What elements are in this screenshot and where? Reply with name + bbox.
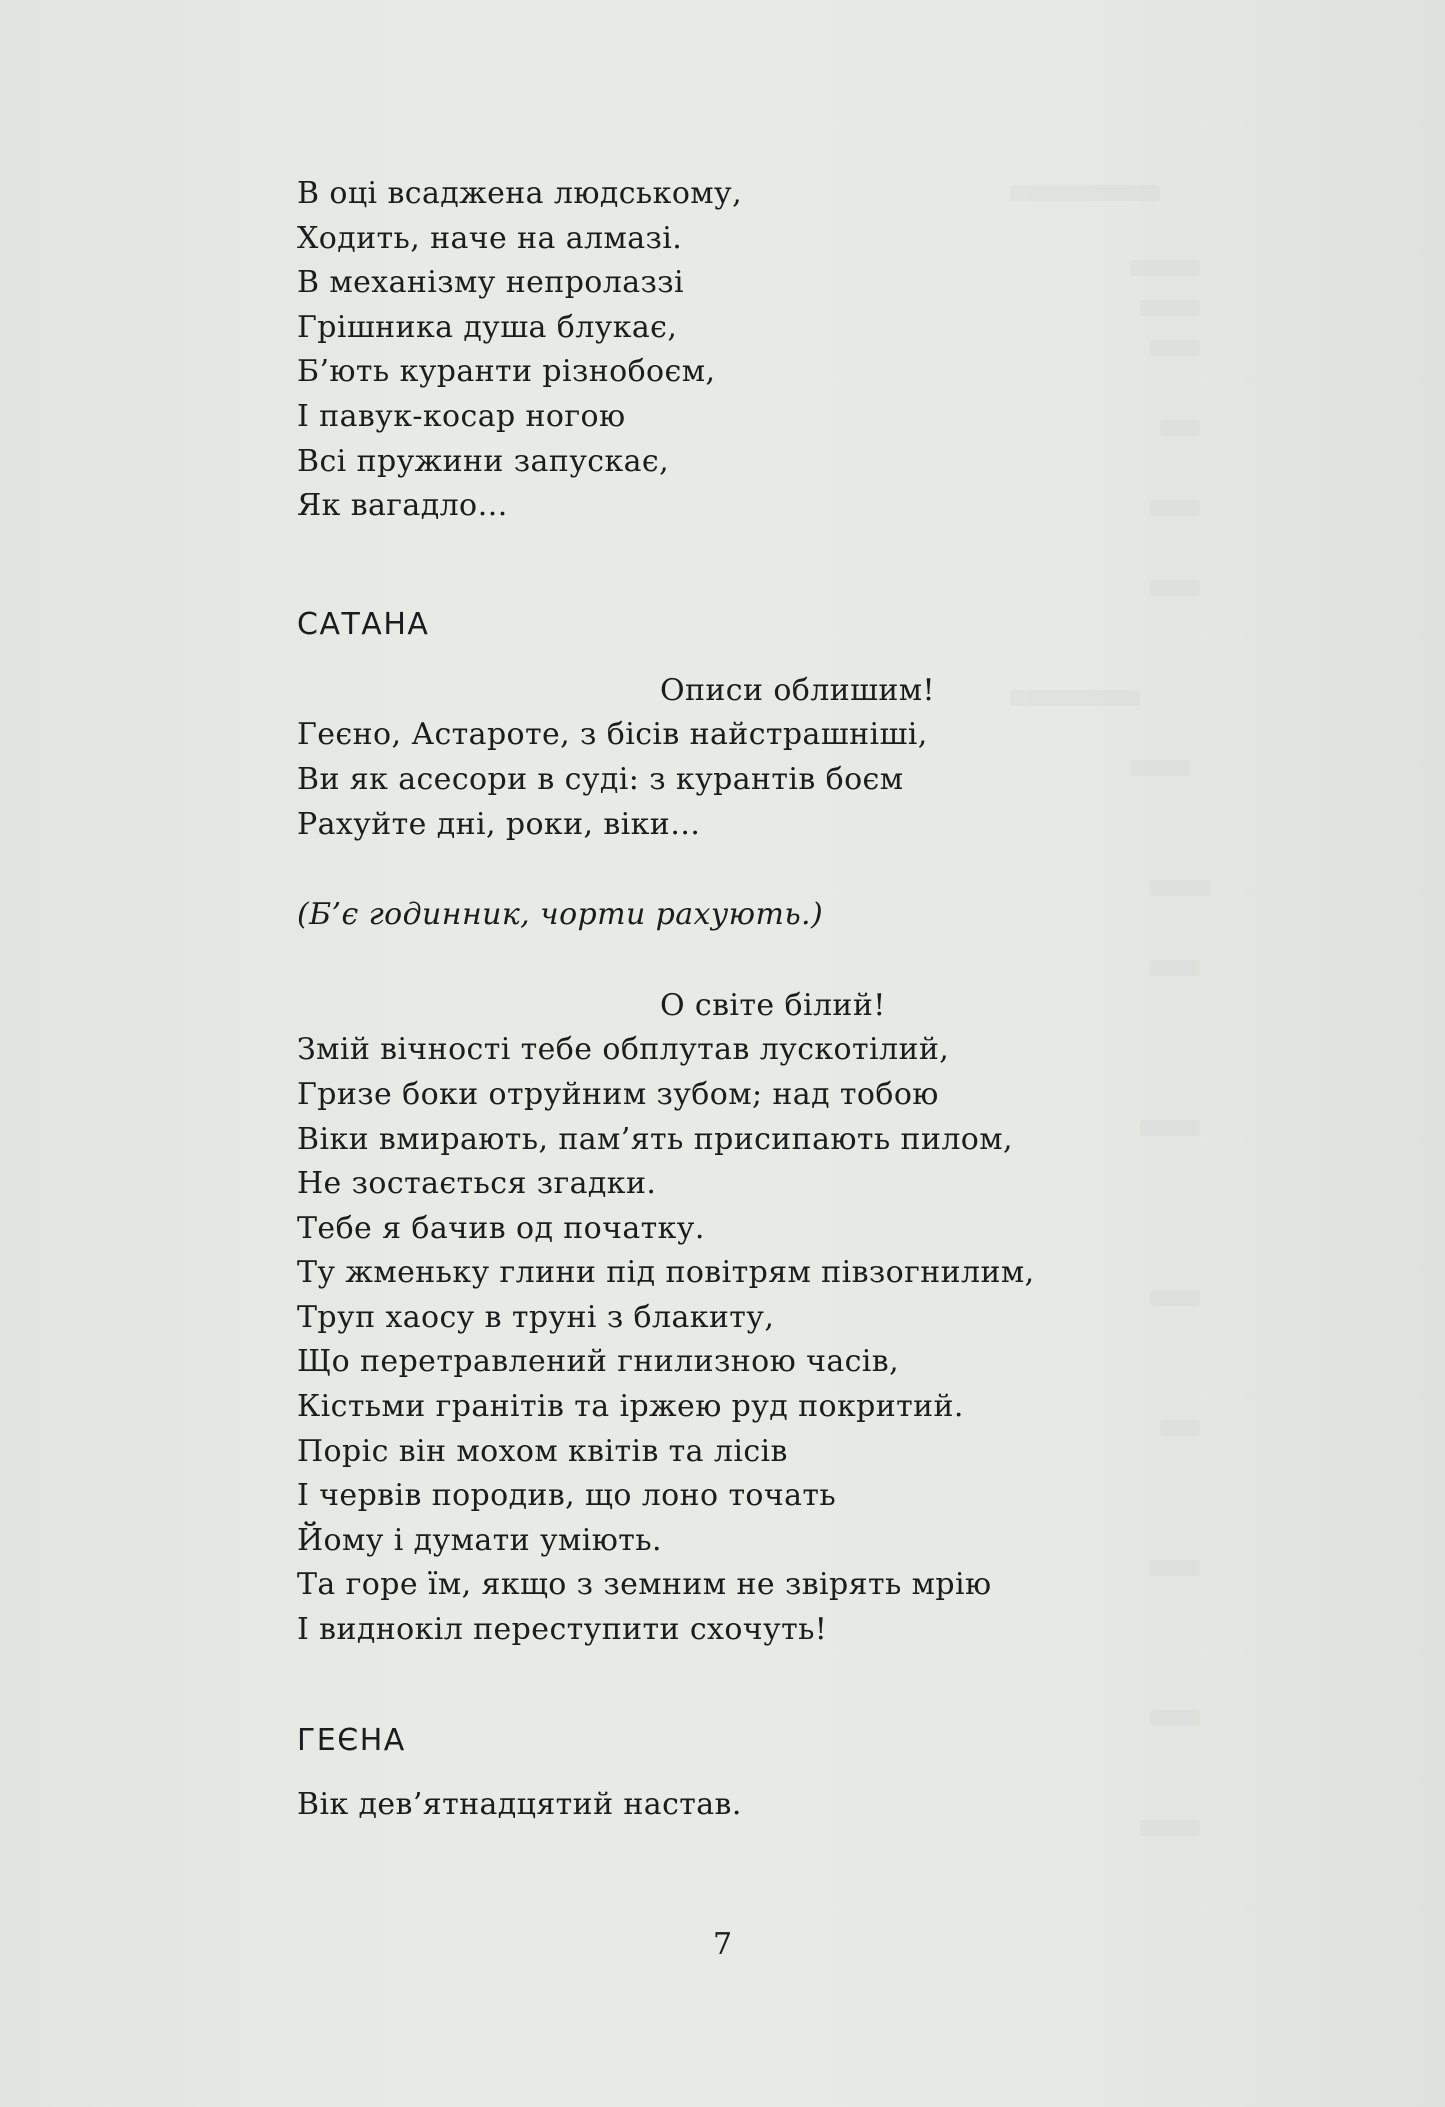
verse-line: Грішника душа блукає,: [297, 309, 678, 345]
speaker-name: ГЕЄНА: [297, 1722, 406, 1758]
verse-line: І виднокіл переступити схочуть!: [297, 1612, 828, 1648]
speaker-name: САТАНА: [297, 606, 430, 642]
verse-line: Та горе їм, якщо з земним не звірять мрію: [297, 1567, 992, 1603]
verse-line: Труп хаосу в труні з блакиту,: [297, 1299, 775, 1335]
verse-line: І червів породив, що лоно точать: [297, 1478, 837, 1514]
verse-line: Ходить, наче на алмазі.: [297, 220, 683, 256]
stanza-1: [297, 172, 1197, 529]
verse-line: Описи облишим!: [660, 672, 935, 708]
verse-line: Як вагадло…: [297, 488, 508, 524]
verse-line: Всі пружини запускає,: [297, 443, 670, 479]
verse-line: Ви як асесори в суді: з курантів боєм: [297, 761, 904, 797]
verse-line: Б’ють куранти різнобоєм,: [297, 354, 716, 390]
stage-direction: (Б’є годинник, чорти рахують.): [297, 897, 824, 933]
verse-line: В оці всаджена людському,: [297, 176, 742, 211]
poem-text: [297, 172, 1197, 1827]
verse-line: Йому і думати уміють.: [297, 1522, 662, 1558]
verse-line: О світе білий!: [660, 987, 886, 1023]
verse-line: Кістьми гранітів та іржею руд покритий.: [297, 1389, 964, 1425]
page-number: 7: [712, 1927, 733, 1962]
verse-line: Гризе боки отруйним зубом; над тобою: [297, 1076, 939, 1112]
verse-line: Вік дев’ятнадцятий настав.: [297, 1786, 742, 1822]
verse-line: Тебе я бачив од початку.: [297, 1210, 705, 1246]
verse-line: Поріс він мохом квітів та лісів: [297, 1433, 788, 1469]
verse-line: Ту жменьку глини під повітрям півзогнилим,: [297, 1255, 1035, 1291]
verse-line: Віки вмирають, пам’ять присипають пилом,: [297, 1121, 1013, 1157]
verse-line: Змій вічності тебе обплутав лускотілий,: [297, 1032, 950, 1068]
verse-line: В механізму непролаззі: [297, 265, 685, 301]
verse-line: Геєно, Астароте, з бісів найстрашніші,: [297, 717, 928, 753]
verse-line: І павук-косар ногою: [297, 398, 626, 434]
verse-line: Не зостається згадки.: [297, 1166, 657, 1202]
verse-line: Що перетравлений гнилизною часів,: [297, 1344, 900, 1380]
verse-line: Рахуйте дні, роки, віки…: [297, 806, 701, 842]
